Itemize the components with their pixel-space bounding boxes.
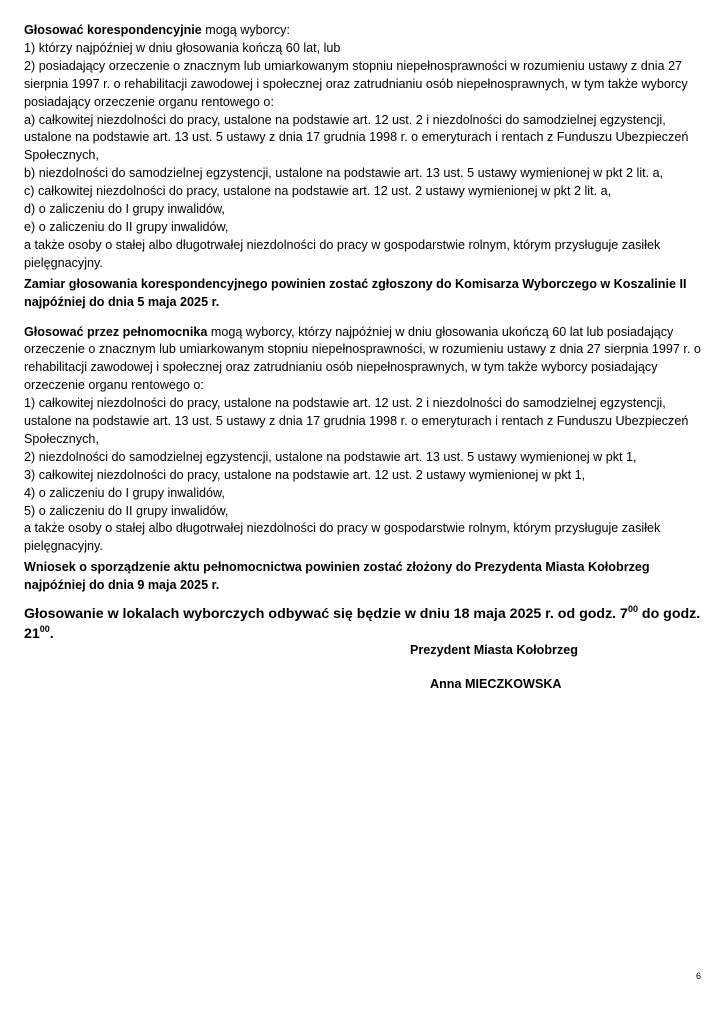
correspondence-item: c) całkowitej niezdolności do pracy, ustalone na podstawie art. 12 ust. 2 ustawy wymienionej w pkt 2 lit. a, xyxy=(24,184,612,199)
voting-text-middle: do godz. 21 xyxy=(24,606,701,643)
correspondence-item: a) całkowitej niezdolności do pracy, ustalone na podstawie art. 12 ust. 2 i niezdolności do samodzielnej egzystencji, ustalone na podstawie art. 13 ust. 5 ustawy z dnia 17 grudnia 1998 r. o emeryturach i rentach z Funduszu Ubezpieczeń Społecznych, xyxy=(24,112,689,163)
document-body xyxy=(24,22,708,645)
proxy-item: 5) o zaliczeniu do II grupy inwalidów, xyxy=(24,503,229,518)
voting-open-minutes: 00 xyxy=(627,604,638,615)
signature-name: Anna MIECZKOWSKA xyxy=(430,677,562,691)
correspondence-intro xyxy=(24,22,708,40)
correspondence-item: e) o zaliczeniu do II grupy inwalidów, xyxy=(24,219,229,234)
correspondence-item: 1) którzy najpóźniej w dniu głosowania kończą 60 lat, lub xyxy=(24,40,341,55)
signature-title: Prezydent Miasta Kołobrzeg xyxy=(410,643,578,657)
voting-text-after: . xyxy=(49,626,54,643)
correspondence-lead: Głosować korespondencyjnie xyxy=(24,23,202,37)
proxy-lead: Głosować przez pełnomocnika xyxy=(24,324,208,339)
proxy-item: 2) niezdolności do samodzielnej egzystencji, ustalone na podstawie art. 13 ust. 5 ustawy wymienionej w pkt 1, xyxy=(24,449,637,464)
proxy-lead-rest: mogą wyborcy, którzy najpóźniej w dniu głosowania ukończą 60 lat lub posiadający orzeczenie o znacznym lub umiarkowanym stopniu niepełnosprawności, w rozumieniu ustawy z dnia 27 sierpnia 1997 r. o rehabilitacji zawodowej i społecznej oraz zatrudnianiu osób niepełnosprawnych, w tym także wyborcy posiadający orzeczenie organu rentowego o: xyxy=(24,324,701,393)
proxy-intro xyxy=(24,324,708,396)
proxy-item: 3) całkowitej niezdolności do pracy, ustalone na podstawie art. 12 ust. 2 ustawy wymienionej w pkt 1, xyxy=(24,467,586,482)
proxy-item: a także osoby o stałej albo długotrwałej niezdolności do pracy w gospodarstwie rolnym, którym przysługuje zasiłek pielęgnacyjny. xyxy=(24,521,661,554)
correspondence-item: b) niezdolności do samodzielnej egzystencji, ustalone na podstawie art. 13 ust. 5 ustawy wymienionej w pkt 2 lit. a, xyxy=(24,166,664,181)
proxy-deadline-notice: Wniosek o sporządzenie aktu pełnomocnictwa powinien zostać złożony do Prezydenta Miasta Kołobrzeg najpóźniej do dnia 9 maja 2025 r. xyxy=(24,560,650,593)
proxy-item: 1) całkowitej niezdolności do pracy, ustalone na podstawie art. 12 ust. 2 i niezdolności do samodzielnej egzystencji, ustalone na podstawie art. 13 ust. 5 ustawy z dnia 17 grudnia 1998 r. o emeryturach i rentach z Funduszu Ubezpieczeń Społecznych, xyxy=(24,396,689,446)
proxy-item: 4) o zaliczeniu do I grupy inwalidów, xyxy=(24,485,225,500)
voting-close-minutes: 00 xyxy=(39,624,50,635)
page-number: 6 xyxy=(695,971,701,981)
correspondence-item: a także osoby o stałej albo długotrwałej niezdolności do pracy w gospodarstwie rolnym, którym przysługuje zasiłek pielęgnacyjny. xyxy=(24,237,661,270)
proxy-section xyxy=(24,324,708,557)
correspondence-section xyxy=(24,22,708,273)
correspondence-deadline-notice: Zamiar głosowania korespondencyjnego powinien zostać zgłoszony do Komisarza Wyborczego w Koszalinie II najpóźniej do dnia 5 maja 2025 r. xyxy=(24,276,687,309)
voting-hours-notice xyxy=(24,605,708,645)
correspondence-item: 2) posiadający orzeczenie o znacznym lub umiarkowanym stopniu niepełnosprawności w rozumieniu ustawy z dnia 27 sierpnia 1997 r. o rehabilitacji zawodowej i społecznej oraz zatrudnianiu osób niepełnosprawnych, w tym także wyborcy posiadający orzeczenie organu rentowego o: xyxy=(24,58,688,109)
correspondence-item: d) o zaliczeniu do I grupy inwalidów, xyxy=(24,202,225,217)
correspondence-lead-rest: mogą wyborcy: xyxy=(201,23,290,37)
voting-text-before: Głosowanie w lokalach wyborczych odbywać się będzie w dniu 18 maja 2025 r. od godz. 7 xyxy=(24,606,628,623)
